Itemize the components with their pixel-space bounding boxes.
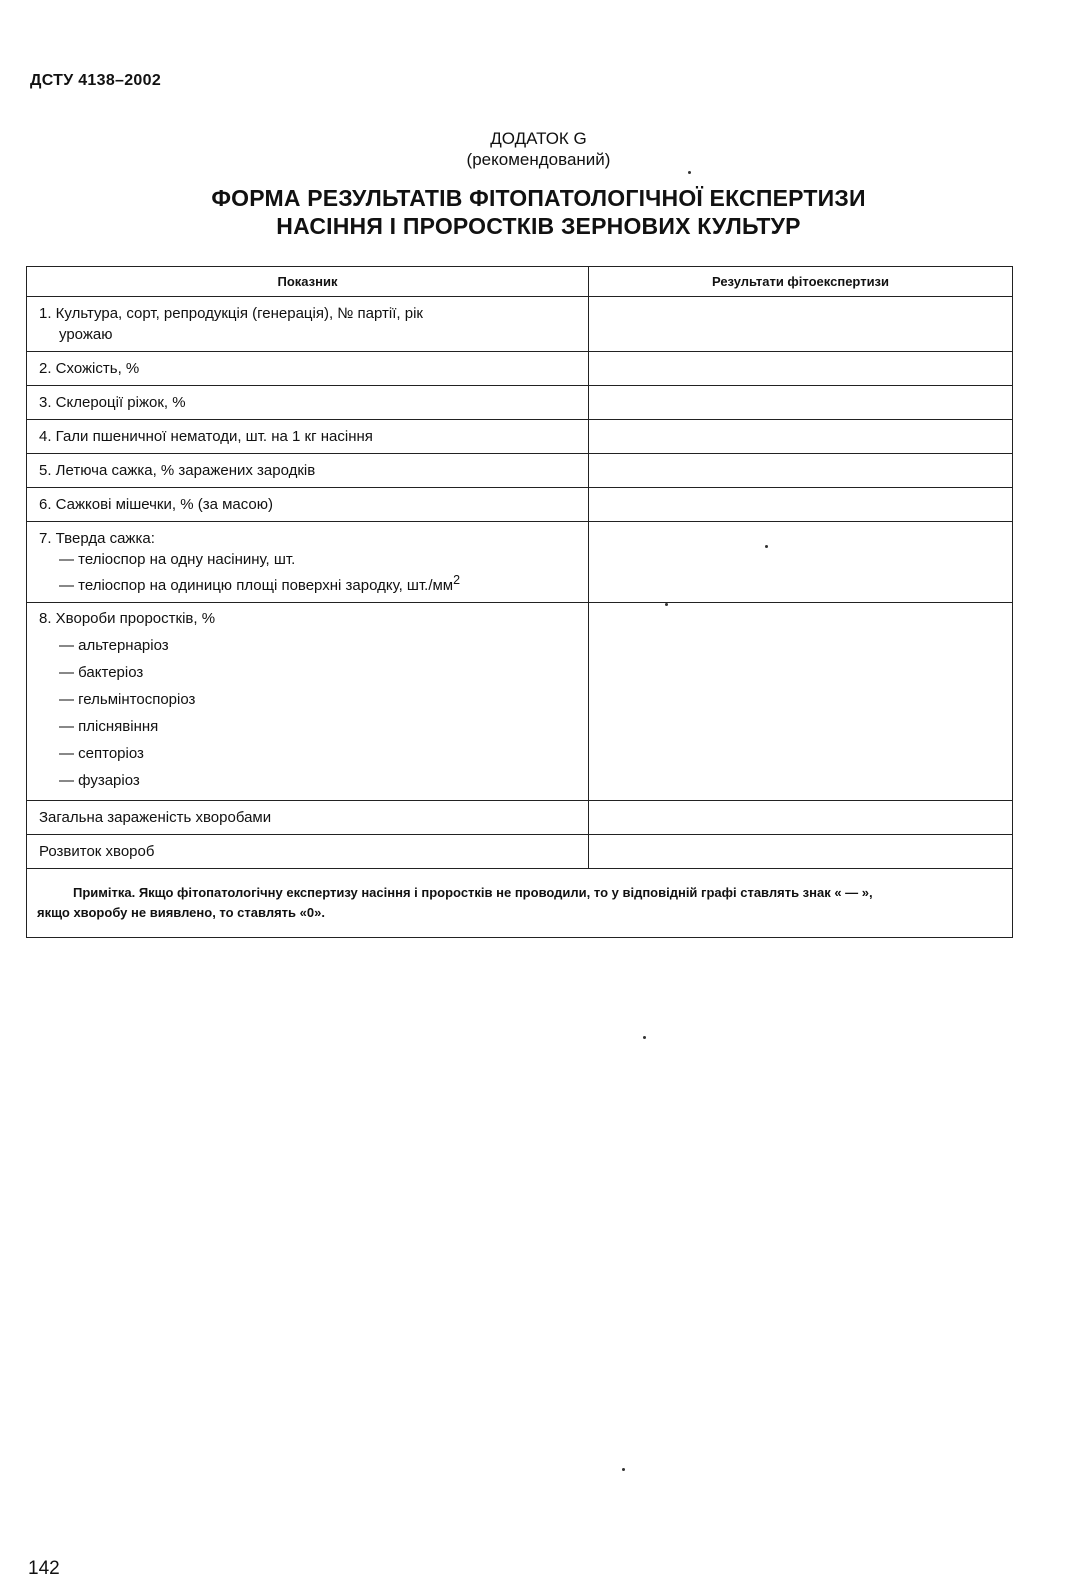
table-row bbox=[27, 488, 1013, 522]
row-label: 7. Тверда сажка: bbox=[39, 530, 155, 547]
result-cell[interactable] bbox=[589, 522, 1013, 603]
note-row bbox=[27, 869, 1013, 938]
row-sub-item: — теліоспор на одну насінину, шт. bbox=[59, 551, 296, 568]
scan-speck bbox=[622, 1468, 625, 1471]
row-label: Розвиток хвороб bbox=[39, 843, 155, 860]
result-cell[interactable] bbox=[589, 454, 1013, 488]
table-row bbox=[27, 522, 1013, 603]
row-label: 6. Сажкові мішечки, % (за масою) bbox=[39, 496, 274, 513]
results-form-table bbox=[26, 266, 1013, 938]
disease-item: — пліснявіння bbox=[59, 718, 159, 735]
result-cell[interactable] bbox=[589, 835, 1013, 869]
appendix-status: (рекомендований) bbox=[466, 150, 611, 169]
row-label: 3. Склероції ріжок, % bbox=[39, 394, 186, 411]
result-cell[interactable] bbox=[589, 488, 1013, 522]
row-label: 4. Гали пшеничної нематоди, шт. на 1 кг насіння bbox=[39, 428, 373, 445]
result-cell[interactable] bbox=[589, 603, 1013, 801]
note-line-2: якщо хворобу не виявлено, то ставлять «0». bbox=[37, 905, 325, 920]
table-row bbox=[27, 420, 1013, 454]
scan-speck bbox=[665, 603, 668, 606]
row-label: 8. Хвороби проростків, % bbox=[39, 610, 216, 627]
result-cell[interactable] bbox=[589, 297, 1013, 352]
appendix-heading bbox=[0, 128, 1077, 170]
title-line-2: НАСІННЯ І ПРОРОСТКІВ ЗЕРНОВИХ КУЛЬТУР bbox=[276, 213, 801, 239]
row-label: 5. Летюча сажка, % заражених зародків bbox=[39, 462, 316, 479]
scan-speck bbox=[643, 1036, 646, 1039]
table-row bbox=[27, 386, 1013, 420]
scan-speck bbox=[765, 545, 768, 548]
row-label: 1. Культура, сорт, репродукція (генерація), № партії, рік bbox=[39, 305, 423, 322]
disease-item: — гельмінтоспоріоз bbox=[59, 691, 196, 708]
disease-item: — септоріоз bbox=[59, 745, 144, 762]
table-row bbox=[27, 297, 1013, 352]
column-header-indicator: Показник bbox=[27, 267, 589, 297]
result-cell[interactable] bbox=[589, 352, 1013, 386]
table-row bbox=[27, 352, 1013, 386]
table-row bbox=[27, 835, 1013, 869]
scan-speck bbox=[688, 171, 691, 174]
disease-item: — альтернаріоз bbox=[59, 637, 169, 654]
row-label: Загальна зараженість хворобами bbox=[39, 809, 272, 826]
result-cell[interactable] bbox=[589, 801, 1013, 835]
row-label-continuation: урожаю bbox=[59, 326, 113, 343]
note-line-1: Примітка. Якщо фітопатологічну експертизу насіння і проростків не проводили, то у відповідній графі ставлять знак « — », bbox=[73, 885, 873, 900]
result-cell[interactable] bbox=[589, 420, 1013, 454]
page-number: 142 bbox=[28, 1558, 60, 1579]
appendix-label: ДОДАТОК G bbox=[490, 129, 587, 148]
table-row bbox=[27, 801, 1013, 835]
superscript-2: 2 bbox=[453, 573, 461, 587]
row-label: 2. Схожість, % bbox=[39, 360, 140, 377]
document-title bbox=[0, 184, 1077, 240]
table-row bbox=[27, 454, 1013, 488]
column-header-results: Результати фітоекспертизи bbox=[589, 267, 1013, 297]
result-cell[interactable] bbox=[589, 386, 1013, 420]
disease-item: — бактеріоз bbox=[59, 664, 144, 681]
table-header-row bbox=[27, 267, 1013, 297]
row-sub-item: — теліоспор на одиницю площі поверхні зародку, $шт./мм^2$ bbox=[59, 573, 461, 594]
table-row bbox=[27, 603, 1013, 801]
standard-code: ДСТУ 4138–2002 bbox=[30, 72, 162, 89]
disease-item: — фузаріоз bbox=[59, 772, 140, 789]
table-note bbox=[27, 869, 1012, 937]
title-line-1: ФОРМА РЕЗУЛЬТАТІВ ФІТОПАТОЛОГІЧНОЇ ЕКСПЕРТИЗИ bbox=[211, 185, 866, 211]
